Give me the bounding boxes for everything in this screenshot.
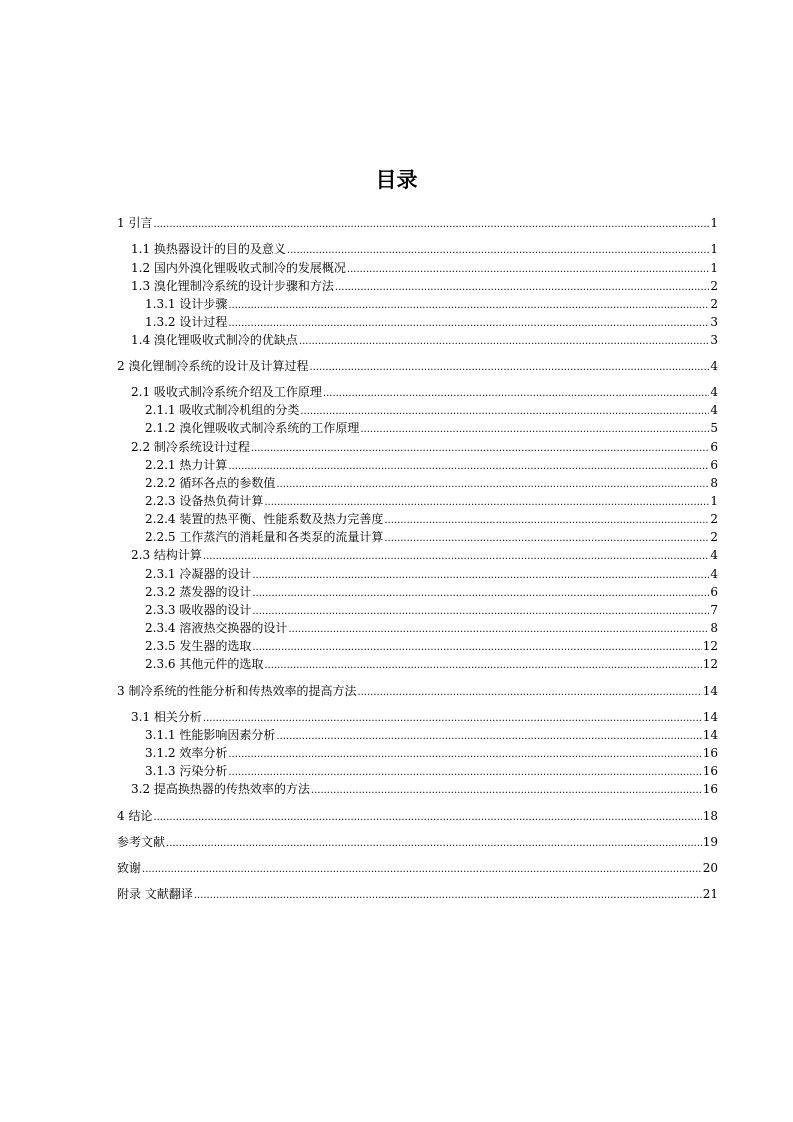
toc-entry-label: 1.3.1 设计步骤: [145, 297, 228, 311]
toc-entry-page-number: 8: [710, 621, 718, 635]
toc-entry-label: 2.3.3 吸收器的设计: [145, 603, 252, 617]
toc-entry-label: 1.1 换热器设计的目的及意义: [131, 242, 286, 256]
toc-entry[interactable]: [145, 744, 718, 762]
toc-entry-label: 2.2.1 热力计算: [145, 458, 228, 472]
toc-entry-label: 2.1.1 吸收式制冷机组的分类: [145, 403, 300, 417]
toc-entry-page-number: 2: [710, 297, 718, 311]
toc-entry[interactable]: [145, 528, 718, 546]
toc-entry-page-number: 14: [702, 684, 718, 698]
toc-entry-page-number: 4: [710, 359, 718, 373]
page-title: 目录: [375, 168, 418, 192]
toc-dot-leader: [287, 242, 709, 260]
toc-entry-label: 2.2 制冷系统设计过程: [131, 440, 250, 454]
toc-dot-leader: [166, 835, 702, 853]
toc-entry-label: 2 溴化锂制冷系统的设计及计算过程: [117, 359, 309, 373]
toc-entry[interactable]: [145, 637, 718, 655]
toc-entry-label: 2.3.1 冷凝器的设计: [145, 567, 252, 581]
toc-entry-page-number: 1: [710, 494, 718, 508]
toc-entry[interactable]: [145, 510, 718, 528]
toc-entry-page-number: 18: [702, 809, 718, 823]
toc-entry-page-number: 12: [702, 639, 718, 653]
toc-entry-page-number: 3: [710, 315, 718, 329]
toc-entry[interactable]: [131, 240, 718, 258]
toc-entry[interactable]: [145, 456, 718, 474]
toc-entry-page-number: 6: [710, 458, 718, 472]
toc-entry[interactable]: [145, 419, 718, 437]
toc-entry-label: 2.3.4 溶液热交换器的设计: [145, 621, 288, 635]
toc-entry-page-number: 6: [710, 440, 718, 454]
toc-dot-leader: [153, 809, 701, 827]
toc-entry[interactable]: [145, 565, 718, 583]
toc-entry-label: 1.3.2 设计过程: [145, 315, 228, 329]
toc-entry-label: 2.1 吸收式制冷系统介绍及工作原理: [131, 385, 322, 399]
toc-entry-label: 参考文献: [117, 835, 166, 849]
toc-entry-label: 1 引言: [117, 216, 153, 230]
toc-entry-page-number: 8: [710, 476, 718, 490]
toc-entry-page-number: 2: [710, 530, 718, 544]
toc-entry[interactable]: [145, 474, 718, 492]
toc-entry-page-number: 5: [710, 421, 718, 435]
toc-entry[interactable]: [131, 780, 718, 798]
toc-entry-page-number: 6: [710, 585, 718, 599]
toc-entry[interactable]: [145, 295, 718, 313]
toc-entry[interactable]: [131, 331, 718, 349]
toc-entry[interactable]: [117, 682, 718, 700]
toc-entry-page-number: 16: [702, 746, 718, 760]
toc-entry[interactable]: [145, 726, 718, 744]
toc-entry[interactable]: [145, 601, 718, 619]
toc-entry-page-number: 14: [702, 710, 718, 724]
toc-entry-label: 2.3.5 发生器的选取: [145, 639, 252, 653]
toc-entry-label: 2.1.2 溴化锂吸收式制冷系统的工作原理: [145, 421, 360, 435]
toc-entry[interactable]: [117, 833, 718, 851]
toc-dot-leader: [360, 421, 709, 439]
toc-entry-label: 2.2.5 工作蒸汽的消耗量和各类泵的流量计算: [145, 530, 384, 544]
toc-entry-page-number: 1: [710, 242, 718, 256]
toc-entry-page-number: 7: [710, 603, 718, 617]
toc-entry-label: 1.2 国内外溴化锂吸收式制冷的发展概况: [131, 261, 346, 275]
toc-entry-page-number: 12: [702, 657, 718, 671]
toc-entry-label: 2.2.4 装置的热平衡、性能系数及热力完善度: [145, 512, 384, 526]
toc-entry-page-number: 20: [702, 861, 718, 875]
toc-entry[interactable]: [131, 546, 718, 564]
toc-dot-leader: [309, 359, 709, 377]
toc-entry[interactable]: [131, 259, 718, 277]
toc-entry-page-number: 3: [710, 333, 718, 347]
toc-entry-page-number: 19: [702, 835, 718, 849]
toc-entry-label: 致谢: [117, 861, 142, 875]
toc-entry[interactable]: [131, 438, 718, 456]
toc-dot-leader: [299, 333, 709, 351]
toc-entry[interactable]: [117, 807, 718, 825]
toc-entry-page-number: 16: [702, 764, 718, 778]
toc-entry[interactable]: [145, 492, 718, 510]
toc-entry-label: 2.3.6 其他元件的选取: [145, 657, 264, 671]
toc-entry-label: 2.3.2 蒸发器的设计: [145, 585, 252, 599]
toc-entry[interactable]: [145, 655, 718, 673]
toc-entry-label: 2.3 结构计算: [131, 548, 202, 562]
toc-entry-label: 1.3 溴化锂制冷系统的设计步骤和方法: [131, 279, 334, 293]
toc-entry-page-number: 4: [710, 567, 718, 581]
toc-entry[interactable]: [145, 313, 718, 331]
toc-dot-leader: [203, 548, 709, 566]
toc-entry-page-number: 4: [710, 403, 718, 417]
toc-entry[interactable]: [145, 583, 718, 601]
toc-entry-label: 3.1 相关分析: [131, 710, 202, 724]
toc-dot-leader: [264, 657, 701, 675]
toc-entry-label: 3 制冷系统的性能分析和传热效率的提高方法: [117, 684, 357, 698]
toc-dot-leader: [311, 782, 702, 800]
toc-entry-page-number: 4: [710, 385, 718, 399]
toc-entry[interactable]: [145, 619, 718, 637]
toc-entry-page-number: 1: [710, 216, 718, 230]
toc-entry[interactable]: [145, 401, 718, 419]
toc-entry[interactable]: [117, 859, 718, 877]
toc-entry-label: 3.1.1 性能影响因素分析: [145, 728, 276, 742]
toc-entry-label: 4 结论: [117, 809, 153, 823]
toc-entry[interactable]: [145, 762, 718, 780]
toc-entry[interactable]: [131, 383, 718, 401]
toc-entry-page-number: 2: [710, 279, 718, 293]
toc-entry-label: 3.2 提高换热器的传热效率的方法: [131, 782, 310, 796]
toc-entry-label: 2.2.3 设备热负荷计算: [145, 494, 264, 508]
toc-entry-page-number: 21: [702, 887, 718, 901]
toc-dot-leader: [142, 861, 702, 879]
toc-dot-leader: [357, 684, 701, 702]
toc-dot-leader: [153, 216, 709, 234]
toc-entry[interactable]: [131, 277, 718, 295]
toc-entry-page-number: 14: [702, 728, 718, 742]
toc-entry[interactable]: [117, 885, 718, 903]
toc-entry-label: 3.1.2 效率分析: [145, 746, 228, 760]
toc-entry[interactable]: [131, 708, 718, 726]
toc-entry[interactable]: [117, 357, 718, 375]
toc-entry-page-number: 16: [702, 782, 718, 796]
toc-entry-label: 附录 文献翻译: [117, 887, 193, 901]
toc-dot-leader: [194, 887, 702, 905]
toc-entry-label: 1.4 溴化锂吸收式制冷的优缺点: [131, 333, 298, 347]
toc-entry[interactable]: [117, 214, 718, 232]
toc-entry-page-number: 2: [710, 512, 718, 526]
toc-entry-page-number: 4: [710, 548, 718, 562]
toc-entry-page-number: 1: [710, 261, 718, 275]
toc-entry-label: 2.2.2 循环各点的参数值: [145, 476, 276, 490]
toc-entry-label: 3.1.3 污染分析: [145, 764, 228, 778]
